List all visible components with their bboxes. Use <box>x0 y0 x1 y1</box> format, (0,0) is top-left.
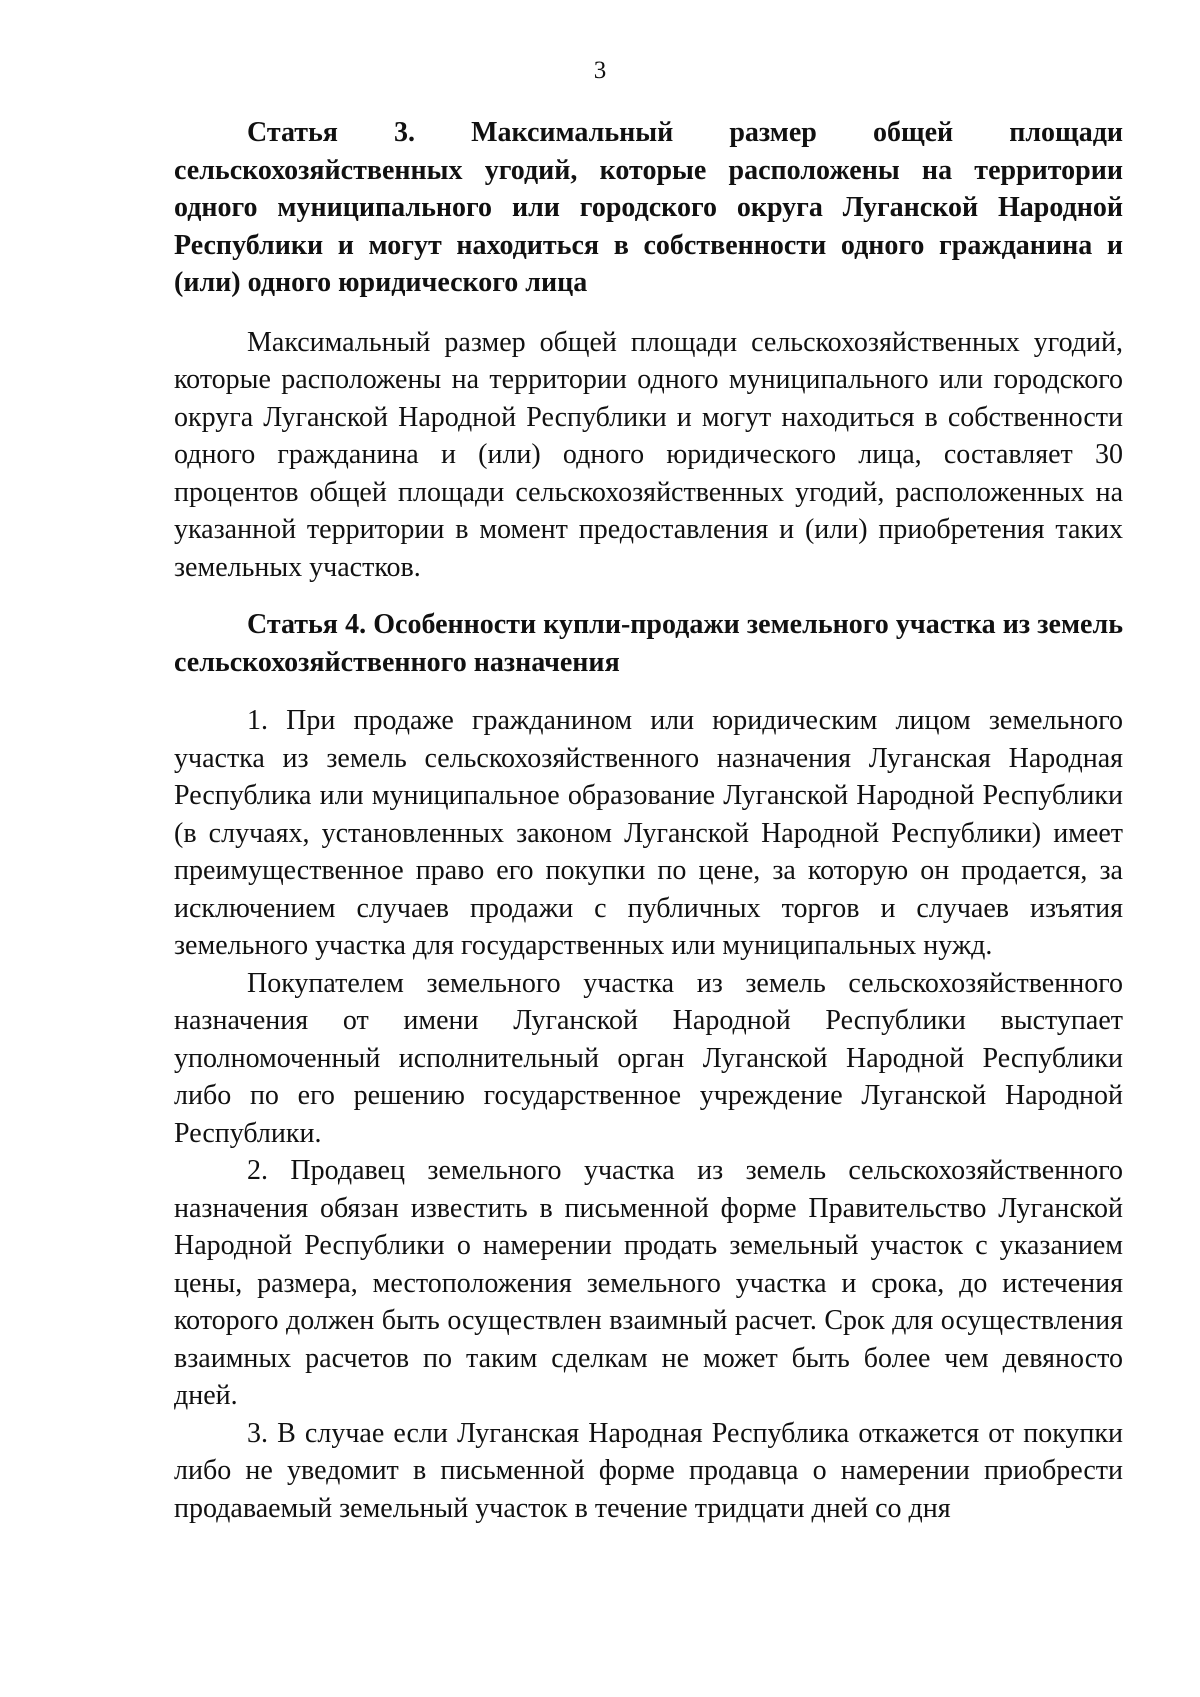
document-body <box>174 114 1123 1527</box>
page-number: 3 <box>593 57 607 84</box>
article-4-heading: Статья 4. Особенности купли-продажи земельного участка из земель сельскохозяйственного назначения <box>174 609 1123 678</box>
article-4-paragraph-1-continued: Покупателем земельного участка из земель сельскохозяйственного назначения от имени Луганской Народной Республики выступает уполномоченный исполнительный орган Луганской Народной Республики либо по его решению государственное учреждение Луганской Народной Республики. <box>174 967 1123 1149</box>
article-4-paragraph-3: 3. В случае если Луганская Народная Республика откажется от покупки либо не уведомит в письменной форме продавца о намерении приобрести продаваемый земельный участок в течение тридцати дней со дня <box>174 1417 1123 1524</box>
article-4-paragraph-1: 1. При продаже гражданином или юридическим лицом земельного участка из земель сельскохозяйственного назначения Луганская Народная Республика или муниципальное образование Луганской Народной Республики (в случаях, установленных законом Луганской Народной Республики) имеет преимущественное право его покупки по цене, за которую он продается, за исключением случаев продажи с публичных торгов и случаев изъятия земельного участка для государственных или муниципальных нужд. <box>174 705 1123 961</box>
article-3-paragraph: Максимальный размер общей площади сельскохозяйственных угодий, которые расположены на территории одного муниципального или городского округа Луганской Народной Республики и могут находиться в собственности одного гражданина и (или) одного юридического лица, составляет 30 процентов общей площади сельскохозяйственных угодий, расположенных на указанной территории в момент предоставления и (или) приобретения таких земельных участков. <box>174 326 1123 583</box>
article-3-heading: Статья 3. Максимальный размер общей площади сельскохозяйственных угодий, которые расположены на территории одного муниципального или городского округа Луганской Народной Республики и могут находиться в собственности одного гражданина и (или) одного юридического лица <box>174 117 1123 298</box>
article-4-paragraph-2: 2. Продавец земельного участка из земель сельскохозяйственного назначения обязан известить в письменной форме Правительство Луганской Народной Республики о намерении продать земельный участок с указанием цены, размера, местоположения земельного участка и срока, до истечения которого должен быть осуществлен взаимный расчет. Срок для осуществления взаимных расчетов по таким сделкам не может быть более чем девяносто дней. <box>174 1155 1123 1411</box>
